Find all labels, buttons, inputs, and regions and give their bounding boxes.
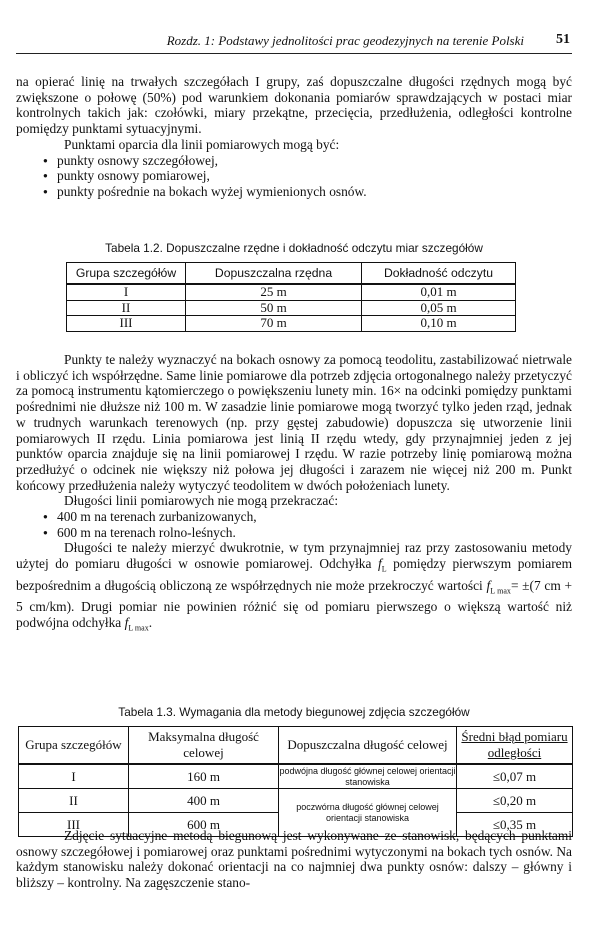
table-header-row [67, 263, 516, 285]
symbol-subscript: L max [490, 586, 511, 596]
list-item: ● 600 m na terenach rolno-leśnych. [16, 525, 572, 541]
table-cell: 50 m [186, 300, 362, 316]
table-cell: 160 m [129, 764, 279, 789]
column-header: Dopuszczalna długość celowej [279, 727, 457, 765]
column-header: Dopuszczalna rzędna [186, 263, 362, 285]
table-row [67, 300, 516, 316]
symbol-f: f [486, 577, 491, 593]
table-cell: III [67, 316, 186, 332]
table-cell: 600 m [129, 813, 279, 837]
column-header: Maksymalna długość celowej [129, 727, 279, 765]
symbol-f: f [377, 556, 382, 572]
table-cell: 0,01 m [362, 284, 516, 300]
table-header-row [19, 727, 573, 765]
table-row [67, 316, 516, 332]
bullet-list-1 [16, 153, 572, 200]
chapter-title: Rozdz. 1: Podstawy jednolitości prac geodezyjnych na terenie Polski [166, 33, 524, 48]
bullet-list-2 [16, 509, 572, 540]
paragraph-5-part-b: pomiędzy pierwszym pomiarem bezpośrednim a długością obliczoną ze współrzędnych nie może przekroczyć wartości [16, 556, 573, 593]
paragraph-3: Punkty te należy wyznaczyć na bokach osnowy za pomocą teodolitu, zastabilizować nietrwale i obliczyć ich współrzędne. Same linie pomiarowe dla potrzeb zdjęcia ortogonalnego należy przetyczyć za pomocą instrumentu kątomierczego o powiększeniu lunety min. 16× na odcinki pomiędzy punktami pośrednimi nie dłuższe niż 100 m. W zasadzie linie pomiarowe mogą tworzyć tylko jeden rząd, jednak w trudnych warunkach terenowych (np. przy gęstej zabudowie) dopuszcza się utworzenie linii pomiarowych II rzędu. Linia pomiarowa jest linią II rzędu wtedy, gdy przynajmniej jeden z jej punktów oparcia znajduje się na linii pomiarowej I rzędu. W razie potrzeby linię pomiarową można przedłużyć o odcinek nie większy niż połowa jej długości i zarazem nie więcej niż 200 m. Punkt końcowy przedłużenia należy wytyczyć teodolitem w dwóch położeniach lunety. [16, 352, 572, 493]
symbol-subscript: L [381, 564, 387, 574]
table-cell: 0,10 m [362, 316, 516, 332]
symbol-f: f [124, 614, 129, 630]
column-header: Średni błąd pomiaru odległości [457, 727, 573, 765]
table-2 [18, 726, 573, 837]
table-cell: II [19, 789, 129, 813]
table-row [67, 284, 516, 300]
table-row [19, 764, 573, 789]
table-row [19, 789, 573, 813]
table-cell: I [67, 284, 186, 300]
text-block-1 [16, 74, 572, 200]
paragraph-6: Zdjęcie sytuacyjne metodą biegunową jest wykonywane ze stanowisk, będących punktami osnowy szczegółowej i pomiarowej oraz punktami pośrednimi wytyczonymi na bokach tych osnów. Na każdym stanowisku należy dokonać orientacji na co najmniej dwa punkty osnów: dalszy – główny i bliższy – kontrolny. Na zagęszczenie stano- [16, 828, 572, 891]
text-block-2 [16, 352, 572, 636]
table-cell: 0,05 m [362, 300, 516, 316]
table-cell: poczwórna długość głównej celowej orientacji stanowiska [279, 789, 457, 837]
table-cell: 70 m [186, 316, 362, 332]
table-cell: II [67, 300, 186, 316]
text-block-3 [16, 828, 572, 891]
table-cell: I [19, 764, 129, 789]
list-item: ● punkty osnowy szczegółowej, [16, 153, 572, 169]
paragraph-5-part-c: = ±(7 cm + 5 cm/km). Drugi pomiar nie powinien różnić się od pomiaru pierwszego o większą wartość niż podwójna odchyłka [16, 577, 572, 630]
column-header: Grupa szczegółów [19, 727, 129, 765]
column-header: Dokładność odczytu [362, 263, 516, 285]
table-cell: III [19, 813, 129, 837]
column-header: Grupa szczegółów [67, 263, 186, 285]
table-cell: podwójna długość głównej celowej orientacji stanowiska [279, 765, 456, 787]
list-item: ● punkty pośrednie na bokach wyżej wymienionych osnów. [16, 184, 572, 200]
table-cell: ≤0,07 m [457, 764, 573, 789]
list-item: ● 400 m na terenach zurbanizowanych, [16, 509, 572, 525]
table1-caption: Tabela 1.2. Dopuszczalne rzędne i dokładność odczytu miar szczegółów [105, 241, 483, 255]
table-cell: 25 m [186, 284, 362, 300]
table-cell: 400 m [129, 789, 279, 813]
running-header [16, 31, 572, 54]
paragraph-4: Długości linii pomiarowych nie mogą przekraczać: [64, 493, 339, 509]
paragraph-5-part-a: Długości te należy mierzyć dwukrotnie, w tym przynajmniej raz przy zastosowaniu metody użytej do pomiaru długości w osnowie pomiarowej. Odchyłka [16, 540, 572, 572]
symbol-subscript: L max [128, 623, 149, 633]
table-1 [66, 262, 516, 332]
table-cell: ≤0,35 m [457, 813, 573, 837]
table-cell: ≤0,20 m [457, 789, 573, 813]
list-item: ● punkty osnowy pomiarowej, [16, 168, 572, 184]
paragraph-1: na opierać linię na trwałych szczegółach I grupy, zaś dopuszczalne długości rzędnych mogą być zwiększone o połowę (50%) pod warunkiem dokonania pomiarów sprawdzających w postaci miar kontrolnych takich jak: czołówki, miary przekątne, przecięcia, przedłużenia, odległości kontrolne pomiędzy punktami sytuacyjnymi. [16, 74, 572, 137]
page-number: 51 [556, 32, 570, 47]
paragraph-5 [16, 540, 572, 636]
table2-caption: Tabela 1.3. Wymagania dla metody biegunowej zdjęcia szczegółów [118, 705, 470, 719]
paragraph-5-part-d: . [148, 614, 153, 630]
paragraph-2: Punktami oparcia dla linii pomiarowych mogą być: [64, 136, 340, 152]
